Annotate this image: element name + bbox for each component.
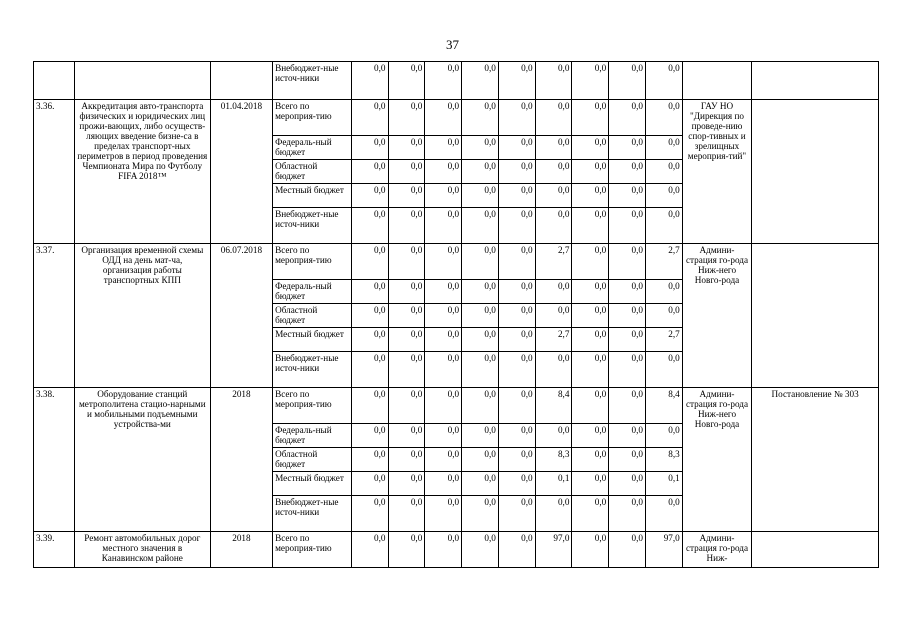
value-cell: 0,0: [572, 208, 609, 244]
value-cell: 0,0: [351, 184, 388, 208]
value-cell: 0,0: [535, 184, 572, 208]
source-cell: Областной бюджет: [273, 448, 352, 472]
value-cell: 0,0: [425, 208, 462, 244]
table-body: [34, 62, 879, 568]
value-cell: 8,4: [535, 388, 572, 424]
source-cell: Местный бюджет: [273, 472, 352, 496]
source-cell: Всего по мероприя-тию: [273, 100, 352, 136]
value-cell: 0,0: [498, 472, 535, 496]
value-cell: 0,0: [425, 328, 462, 352]
source-cell: Всего по мероприя-тию: [273, 532, 352, 568]
value-cell: 0,0: [462, 304, 499, 328]
value-cell: 0,0: [388, 352, 425, 388]
source-cell: Федераль-ный бюджет: [273, 424, 352, 448]
value-cell: 0,0: [351, 160, 388, 184]
value-cell: 0,0: [572, 532, 609, 568]
value-cell: 0,0: [535, 304, 572, 328]
source-cell: Областной бюджет: [273, 160, 352, 184]
value-cell: 2,7: [645, 244, 682, 280]
value-cell: 97,0: [535, 532, 572, 568]
value-cell: 0,0: [462, 244, 499, 280]
value-cell: 0,0: [498, 496, 535, 532]
value-cell: 0,0: [535, 496, 572, 532]
value-cell: 0,0: [572, 100, 609, 136]
source-cell: Федераль-ный бюджет: [273, 280, 352, 304]
measure-number: 3.36.: [34, 100, 75, 244]
value-cell: 0,0: [572, 160, 609, 184]
value-cell: 0,1: [535, 472, 572, 496]
value-cell: 0,0: [572, 304, 609, 328]
value-cell: 0,0: [535, 352, 572, 388]
measure-date: 2018: [210, 532, 272, 568]
value-cell: 2,7: [535, 244, 572, 280]
value-cell: 0,0: [498, 352, 535, 388]
value-cell: 0,0: [388, 160, 425, 184]
name-cell: [74, 62, 210, 100]
value-cell: 0,0: [462, 472, 499, 496]
value-cell: 0,0: [462, 136, 499, 160]
value-cell: 0,0: [498, 136, 535, 160]
value-cell: 0,0: [498, 424, 535, 448]
value-cell: 0,0: [425, 280, 462, 304]
value-cell: 0,0: [572, 184, 609, 208]
value-cell: 0,0: [351, 100, 388, 136]
value-cell: 0,0: [351, 280, 388, 304]
value-cell: 0,0: [572, 244, 609, 280]
value-cell: 0,0: [351, 388, 388, 424]
table-row: [34, 62, 879, 100]
value-cell: 0,0: [388, 472, 425, 496]
value-cell: 0,0: [645, 100, 682, 136]
value-cell: 0,0: [425, 100, 462, 136]
value-cell: 0,0: [645, 496, 682, 532]
value-cell: 0,0: [388, 244, 425, 280]
note-cell: [752, 244, 879, 388]
value-cell: 0,0: [462, 208, 499, 244]
value-cell: 0,0: [609, 304, 646, 328]
value-cell: 0,0: [351, 62, 388, 100]
value-cell: 0,0: [572, 424, 609, 448]
value-cell: 0,0: [645, 160, 682, 184]
value-cell: 0,0: [609, 184, 646, 208]
value-cell: 0,0: [572, 496, 609, 532]
value-cell: 0,0: [609, 136, 646, 160]
value-cell: 0,0: [609, 496, 646, 532]
value-cell: 0,0: [609, 100, 646, 136]
executor-cell: Админи-страция го-рода Ниж-него Новго-рода: [682, 244, 751, 388]
executor-cell: ГАУ НО "Дирекция по проведе-нию спор-тивных и зрелищных мероприя-тий": [682, 100, 751, 244]
value-cell: 0,0: [645, 136, 682, 160]
value-cell: 0,0: [498, 304, 535, 328]
value-cell: 0,0: [498, 62, 535, 100]
value-cell: 0,0: [388, 424, 425, 448]
value-cell: 0,0: [425, 532, 462, 568]
value-cell: 0,0: [388, 184, 425, 208]
source-cell: Внебюджет-ные источ-ники: [273, 496, 352, 532]
value-cell: 0,0: [388, 328, 425, 352]
table-row: [34, 532, 879, 568]
value-cell: 0,0: [572, 328, 609, 352]
value-cell: 0,0: [572, 448, 609, 472]
value-cell: 2,7: [645, 328, 682, 352]
source-cell: Областной бюджет: [273, 304, 352, 328]
value-cell: 0,0: [425, 424, 462, 448]
value-cell: 0,0: [425, 388, 462, 424]
value-cell: 0,0: [535, 62, 572, 100]
note-cell: Постановление № 303: [752, 388, 879, 532]
measure-date: 01.04.2018: [210, 100, 272, 244]
measure-date: 06.07.2018: [210, 244, 272, 388]
value-cell: 0,0: [609, 280, 646, 304]
value-cell: 0,0: [609, 328, 646, 352]
value-cell: 0,0: [462, 100, 499, 136]
value-cell: 0,0: [645, 280, 682, 304]
value-cell: 0,0: [535, 136, 572, 160]
value-cell: 0,0: [609, 244, 646, 280]
value-cell: 0,0: [388, 388, 425, 424]
value-cell: 0,0: [425, 160, 462, 184]
value-cell: 0,0: [388, 448, 425, 472]
value-cell: 0,0: [351, 304, 388, 328]
value-cell: 0,0: [572, 280, 609, 304]
value-cell: 0,0: [462, 280, 499, 304]
value-cell: 0,0: [462, 424, 499, 448]
value-cell: 0,0: [498, 184, 535, 208]
source-cell: Внебюджет-ные источ-ники: [273, 208, 352, 244]
value-cell: 0,0: [572, 388, 609, 424]
value-cell: 0,0: [425, 448, 462, 472]
value-cell: 0,0: [462, 328, 499, 352]
value-cell: 0,0: [388, 100, 425, 136]
value-cell: 0,0: [351, 136, 388, 160]
value-cell: 8,4: [645, 388, 682, 424]
value-cell: 0,0: [351, 472, 388, 496]
measure-number: 3.37.: [34, 244, 75, 388]
table-row: [34, 244, 879, 280]
value-cell: 0,0: [609, 352, 646, 388]
value-cell: 0,0: [388, 62, 425, 100]
value-cell: 0,0: [535, 208, 572, 244]
value-cell: 0,0: [388, 136, 425, 160]
value-cell: 0,0: [351, 208, 388, 244]
page-number: 37: [446, 37, 459, 52]
value-cell: 0,0: [645, 62, 682, 100]
value-cell: 0,0: [351, 328, 388, 352]
executor-cell: Админи-страция го-рода Ниж-: [682, 532, 751, 568]
note-cell: [752, 62, 879, 100]
measure-name: Организация временной схемы ОДД на день мат-ча, организация работы транспортных КПП: [74, 244, 210, 388]
value-cell: 0,0: [609, 388, 646, 424]
value-cell: 0,0: [498, 388, 535, 424]
value-cell: 0,0: [535, 280, 572, 304]
table-row: [34, 100, 879, 136]
value-cell: 8,3: [535, 448, 572, 472]
number-cell: [34, 62, 75, 100]
measure-name: Аккредитация авто-транспорта физических и юридических лиц прожи-вающих, либо осуществ-ляющих введение бизне-са в пределах транспорт-ных периметров в период проведения Чемпионата Мира по Футболу FIFA 2018™: [74, 100, 210, 244]
value-cell: 0,0: [645, 424, 682, 448]
value-cell: 0,0: [462, 448, 499, 472]
value-cell: 0,0: [498, 328, 535, 352]
value-cell: 0,0: [572, 62, 609, 100]
value-cell: 0,0: [351, 448, 388, 472]
source-cell: Местный бюджет: [273, 184, 352, 208]
value-cell: 0,0: [425, 472, 462, 496]
value-cell: 0,0: [425, 244, 462, 280]
value-cell: 0,0: [425, 304, 462, 328]
measure-number: 3.39.: [34, 532, 75, 568]
value-cell: 0,0: [388, 532, 425, 568]
value-cell: 0,0: [462, 532, 499, 568]
value-cell: 0,0: [388, 280, 425, 304]
value-cell: 0,0: [572, 136, 609, 160]
value-cell: 0,0: [609, 448, 646, 472]
value-cell: 0,0: [351, 532, 388, 568]
value-cell: 0,0: [498, 532, 535, 568]
value-cell: 0,0: [572, 472, 609, 496]
value-cell: 0,0: [351, 244, 388, 280]
executor-cell: [682, 62, 751, 100]
value-cell: 0,0: [351, 352, 388, 388]
value-cell: 0,0: [462, 496, 499, 532]
value-cell: 97,0: [645, 532, 682, 568]
date-cell: [210, 62, 272, 100]
executor-cell: Админи-страция го-рода Ниж-него Новго-рода: [682, 388, 751, 532]
value-cell: 0,0: [425, 136, 462, 160]
value-cell: 0,0: [425, 62, 462, 100]
value-cell: 0,0: [462, 388, 499, 424]
note-cell: [752, 532, 879, 568]
table-row: [34, 388, 879, 424]
value-cell: 0,0: [645, 184, 682, 208]
value-cell: 0,0: [425, 352, 462, 388]
value-cell: 0,0: [609, 62, 646, 100]
value-cell: 0,1: [645, 472, 682, 496]
value-cell: 0,0: [645, 208, 682, 244]
value-cell: 0,0: [388, 304, 425, 328]
value-cell: 0,0: [462, 62, 499, 100]
value-cell: 0,0: [645, 352, 682, 388]
measure-number: 3.38.: [34, 388, 75, 532]
value-cell: 0,0: [498, 160, 535, 184]
value-cell: 0,0: [609, 208, 646, 244]
value-cell: 0,0: [425, 496, 462, 532]
source-cell: Всего по мероприя-тию: [273, 244, 352, 280]
value-cell: 0,0: [498, 280, 535, 304]
measure-name: Оборудование станций метрополитена стацио-нарными и мобильными подъемными устройства-ми: [74, 388, 210, 532]
value-cell: 0,0: [462, 160, 499, 184]
value-cell: 0,0: [498, 208, 535, 244]
value-cell: 0,0: [609, 472, 646, 496]
value-cell: 0,0: [498, 448, 535, 472]
value-cell: 0,0: [609, 424, 646, 448]
value-cell: 0,0: [462, 184, 499, 208]
value-cell: 0,0: [572, 352, 609, 388]
value-cell: 0,0: [609, 532, 646, 568]
value-cell: 0,0: [535, 160, 572, 184]
source-cell: Всего по мероприя-тию: [273, 388, 352, 424]
value-cell: 8,3: [645, 448, 682, 472]
measure-name: Ремонт автомобильных дорог местного значения в Канавинском районе: [74, 532, 210, 568]
value-cell: 2,7: [535, 328, 572, 352]
value-cell: 0,0: [425, 184, 462, 208]
source-cell: Внебюджет-ные источ-ники: [273, 62, 352, 100]
value-cell: 0,0: [609, 160, 646, 184]
value-cell: 0,0: [462, 352, 499, 388]
measure-date: 2018: [210, 388, 272, 532]
value-cell: 0,0: [645, 304, 682, 328]
source-cell: Местный бюджет: [273, 328, 352, 352]
value-cell: 0,0: [351, 496, 388, 532]
value-cell: 0,0: [388, 208, 425, 244]
value-cell: 0,0: [535, 100, 572, 136]
budget-table: [33, 61, 879, 568]
source-cell: Внебюджет-ные источ-ники: [273, 352, 352, 388]
value-cell: 0,0: [351, 424, 388, 448]
value-cell: 0,0: [498, 100, 535, 136]
value-cell: 0,0: [498, 244, 535, 280]
value-cell: 0,0: [535, 424, 572, 448]
value-cell: 0,0: [388, 496, 425, 532]
note-cell: [752, 100, 879, 244]
source-cell: Федераль-ный бюджет: [273, 136, 352, 160]
